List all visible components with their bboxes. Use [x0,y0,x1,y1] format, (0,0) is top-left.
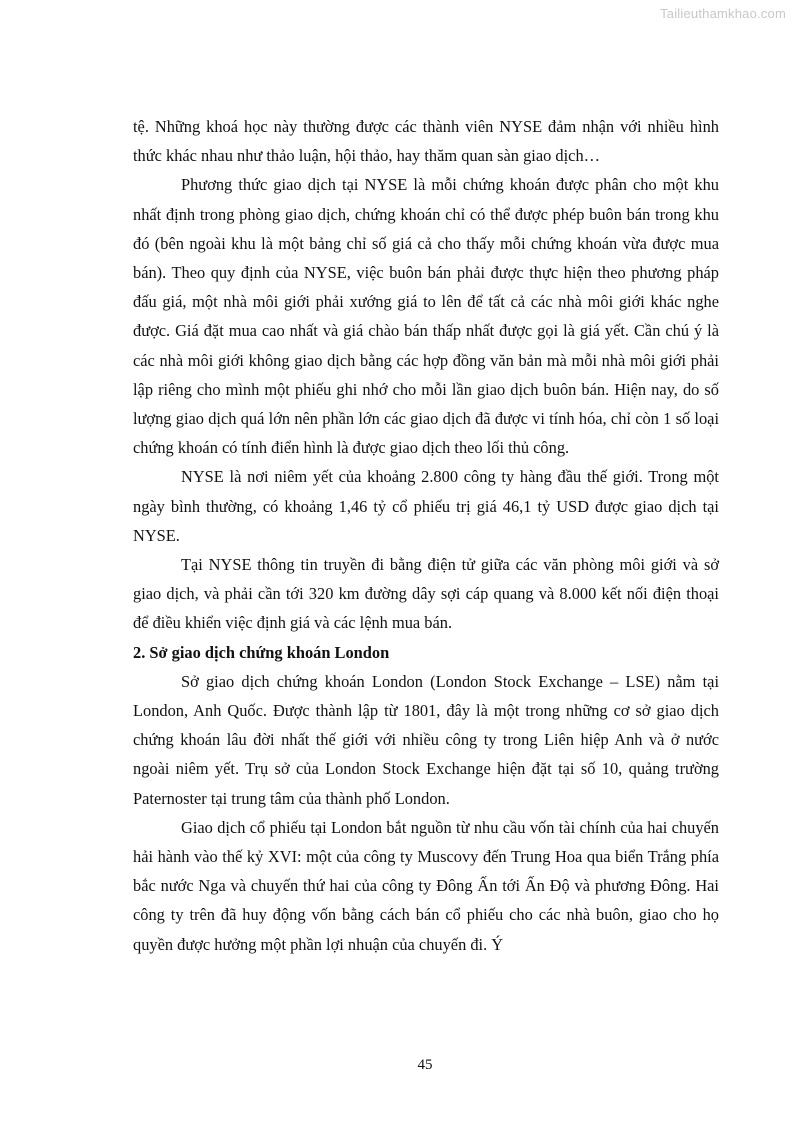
paragraph-trading-method: Phương thức giao dịch tại NYSE là mỗi chứng khoán được phân cho một khu nhất định trong phòng giao dịch, chứng khoán chỉ có thể được phép buôn bán trong khu đó (bên ngoài khu là một bảng chỉ số giá cả cho thấy mỗi chứng khoán vừa được mua bán). Theo quy định của NYSE, việc buôn bán phải được thực hiện theo phương pháp đấu giá, một nhà môi giới phải xướng giá to lên để tất cả các nhà môi giới khác nghe được. Giá đặt mua cao nhất và giá chào bán thấp nhất được gọi là giá yết. Cần chú ý là các nhà môi giới không giao dịch bằng các hợp đồng văn bản mà mỗi nhà môi giới phải lập riêng cho mình một phiếu ghi nhớ cho mỗi lần giao dịch buôn bán. Hiện nay, do số lượng giao dịch quá lớn nên phần lớn các giao dịch đã được vi tính hóa, chỉ còn 1 số loại chứng khoán có tính điển hình là được giao dịch theo lối thủ công. [133,175,719,458]
paragraph-nyse-communication: Tại NYSE thông tin truyền đi bằng điện tử giữa các văn phòng môi giới và sở giao dịch, và phải cần tới 320 km đường dây sợi cáp quang và 8.000 kết nối điện thoại để điều khiển việc định giá và các lệnh mua bán. [133,555,719,633]
paragraph-lse-intro: Sở giao dịch chứng khoán London (London Stock Exchange – LSE) nằm tại London, Anh Quốc. Được thành lập từ 1801, đây là một trong những cơ sở giao dịch chứng khoán lâu đời nhất thế giới với nhiều công ty trong Liên hiệp Anh và ở nước ngoài niêm yết. Trụ sở của London Stock Exchange hiện đặt tại số 10, quảng trường Paternoster tại trung tâm của thành phố London. [133,671,719,808]
paragraph-lse-history: Giao dịch cổ phiếu tại London bắt nguồn từ nhu cầu vốn tài chính của hai chuyến hải hành vào thế kỷ XVI: một của công ty Muscovy đến Trung Hoa qua biển Trắng phía bắc nước Nga và chuyến thứ hai của công ty Đông Ấn tới Ấn Độ và phương Đông. Hai công ty trên đã huy động vốn bằng cách bán cổ phiếu cho các nhà buôn, giao cho họ quyền được hưởng một phần lợi nhuận của chuyến đi. Ý [133,817,719,954]
document-body [133,112,719,959]
page-number: 45 [417,1057,433,1073]
section-heading-london: 2. Sở giao dịch chứng khoán London [133,642,390,662]
paragraph-nyse-listing: NYSE là nơi niêm yết của khoảng 2.800 công ty hàng đầu thế giới. Trong một ngày bình thường, có khoảng 1,46 tỷ cổ phiếu trị giá 46,1 tỷ USD được giao dịch tại NYSE. [133,467,719,545]
watermark-text: Tailieuthamkhao.com [660,6,786,21]
paragraph-continuation: tệ. Những khoá học này thường được các thành viên NYSE đảm nhận với nhiều hình thức khác nhau như thảo luận, hội thảo, hay thăm quan sàn giao dịch… [133,117,719,166]
